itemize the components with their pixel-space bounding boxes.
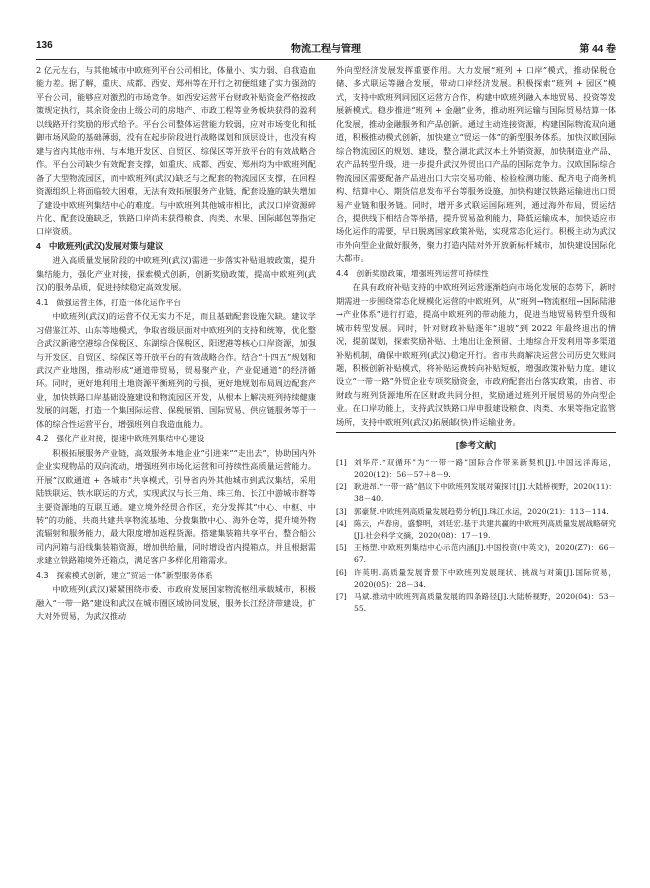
body-paragraph: 在具有政府补贴支持的中欧班列运营逐渐趋向市场化发展的态势下，新时期需进一步围绕常态化规模化运营的中欧班列，从“班列→物流枢纽→国际陆港→产业体系”进行打造，提高中欧班列的带动能力，促进当地贸易转型升级和城市转型发展。同时，针对财政补贴逐年“退坡”到 2022 年最终退出的情况，提前谋划，探索奖励补贴、土地出让金预留、土地综合开发利用等多渠道补贴机制，确保中欧班列(武汉)稳定开行。省市共商解决运营公司历史欠账问题，积极创新补贴模式，将补贴运费转向补贴短板，增强政策补贴力度。建议设立“一带一路”外贸企业专项奖励资金，市政府配套出台落实政策，由省、市财政与班列货源地所在区财政共同分担，奖励通过班列开展贸易的外向型企业。在口岸功能上，支持武汉铁路口岸申报建设粮食、肉类、水果等指定监管场所，支持中欧班列(武汉)拓展邮(快)件运输业务。: [336, 282, 616, 427]
page-number: 136: [36, 40, 53, 51]
reference-item: [4] 陈云，卢春房，盛黎明，刘廷宏.基于共建共赢的中欧班列高质量发展战略研究[J].社会科学文摘，2020(08)：17－19.: [336, 518, 616, 540]
right-column: [336, 64, 616, 615]
body-paragraph: 中欧班列(武汉)紧紧围绕市委、市政府发展国家物流枢纽承载城市，积极融入“一带一路”建设和武汉在城市圈区域协同发展，服务长江经济带建设，扩大对外贸易，为武汉推动: [36, 584, 316, 622]
body-paragraph: 外向型经济发展发挥重要作用。大力发展“班列 + 口岸”模式，推动保税仓储、多式联运等融合发展，带动口岸经济发展。积极探索“班列 + 园区”模式，支持中欧班列同园区运营方合作，构建中欧班列融入本地贸易、投资等发展新模式。稳步推进“班列 + 金融”业务，推动班列运输与国际贸易结算一体化发展，推动金融服务和产品创新。通过主动连接资源，构建国际物流双向通道，积极推动模式创新，加快建立“贸运一体”的新型服务体系。加快汉欧国际综合物流园区的规划、建设，整合湖北武汉本土外销资源，加快制造业产品、农产品转型升级，进一步提升武汉外贸出口产品的国际竞争力。汉欧国际综合物流园区需要配备产品进出口大宗交易功能、检验检测功能、配齐电子商务机构、结算中心、期货信息发布平台等服务设施，加快构建汉铁路运输进出口贸易产业链和服务链。同时，增开多式联运国际班列，通过海外布局，贸运结合，提供线下相结合等举措，提升贸易盈利能力，降低运输成本，加快适应市场化运作的需要，早日脱离国家政策补贴，实现常态化运行。积极主动为武汉市外向型企业做好服务，聚力打造内陆对外开放新标杆城市，加快建设国际化大都市。: [336, 65, 616, 264]
body-paragraph: 积极拓展服务产业链，高效服务本地企业“引进来”“走出去”，协助国内外企业实现物品的双向流动，增强班列市场化运营和可持续性高质量运营能力。开展“汉欧通道 + 各城市”共享模式，引导省内外其他城市到武汉集结，采用陆铁联运、铁水联运的方式，实现武汉与长三角、珠三角、长江中游城市群等主要资源地的互联互通。建立境外经贸合作区，充分发挥其“中心、中枢、中转”的功能，共商共建共享物流基地、分拨集散中心、海外仓等，提升境外物流辐射和服务能力，最大限度增加返程货源。搭建集装箱共享平台，整合船公司内河箱与沿线集装箱资源，增加供给量，同时增设省内提箱点，并且根据需求建立铁路箱境外还箱点，满足客户多样化用箱需求。: [36, 447, 316, 566]
body-paragraph: 中欧班列(武汉)的运营不仅无实力不足，而且基础配套设施欠缺。建议学习借鉴江苏、山东等地模式，争取省级层面对中欧班列的支持和统筹，优化整合武汉新港空港综合保税区、东湖综合保税区、阳逻港等核心口岸资源，加强与开发区、自贸区、综保区等开放平台的有效战略合作。结合“十四五”规划和武汉产业地图，推动形成“通道带贸易，贸易聚产业，产业促通道”的经济循环。同时，更好地利用土地资源平衡班列的亏损，更好地规划布局周边配套产业，加快铁路口岸基础设施建设和物流园区开发，从根本上解决班列持续健康发展的问题，打造一个集国际运营、保税展销、国际贸易、供应链服务等于一体的综合性运营平台，增强班列自我造血能力。: [36, 311, 316, 429]
reference-item: [3] 郭豪贤.中欧班列高质量发展趋势分析[J].珠江水运，2020(21)：113－114.: [336, 506, 609, 516]
reference-item: [7] 马斌.推动中欧班列高质量发展的四条路径[J].大陆桥视野，2020(04)：53－55.: [336, 591, 616, 614]
body-paragraph: 进入高质量发展阶段的中欧班列(武汉)需进一步落实补贴退坡政策，提升集结能力，强化产业对接，探索模式创新，创新奖励政策，提高中欧班列(武汉)的服务品质，促进持续稳定高效发展。: [36, 255, 316, 293]
body-paragraph: 2 亿元左右，与其他城市中欧班列平台公司相比，体量小、实力弱、自我造血能力差。据了解，重庆、成都、西安、郑州等在开行之初便组建了实力强劲的平台公司，能够应对激烈的市场竞争。如西安运营平台财政补贴资金严格按政策规定执行，其余资金由上级公司的房地产、市政工程等业务板块获得的盈利以线路开行奖励的形式给予。平台公司整体运营能力较弱，应对市场变化和抵御市场风险的基础薄弱，没有在起步阶段进行战略谋划和顶层设计，也没有构建与省内其他市州、与本地开发区、自贸区、综保区等开放平台的有效战略合作。平台公司缺少有效配套支撑，如重庆、成都、西安、郑州均为中欧班列配备了大型物流园区，而中欧班列(武汉)缺乏与之配套的物流园区支撑，在回程资源组织上将面临较大困难，无法有效拓展服务产业链，配套设施的缺失增加了建设中欧班列集结中心的难度。与中欧班列其他城市相比，武汉口岸资源碎片化、配套设施缺乏，铁路口岸尚未获得粮食、肉类、水果、国际邮包等指定口岸资质。: [36, 65, 316, 237]
section-heading-4: 4 中欧班列(武汉)发展对策与建议: [36, 240, 164, 251]
reference-list: [336, 457, 616, 616]
left-column: [36, 64, 316, 624]
subsection-heading-4-1: 4.1 做强运营主体，打造一体化运作平台: [36, 297, 182, 307]
reference-item: [1] 刘华芹.“双循环”为“一带一路”国际合作带来新契机[J].中国远洋海运，2020(12)：56－57＋8－9.: [336, 457, 616, 479]
journal-title: 物流工程与管理: [291, 44, 361, 55]
subsection-heading-4-4: 4.4 创新奖励政策，增强班列运营可持续性: [336, 268, 489, 278]
reference-item: [5] 王杨塑.中欧班列集结中心示范内涵[J].中国投资(中英文)，2020(Z7)：66－67.: [336, 543, 616, 565]
reference-item: [6] 许英明.高质量发展背景下中欧班列发展现状、挑战与对策[J].国际贸易，2020(05)：28－34.: [336, 567, 616, 589]
page-header: [36, 40, 616, 56]
volume-label: 第 44 卷: [579, 44, 616, 55]
references-heading: [参考文献]: [336, 432, 616, 452]
reference-item: [2] 耿进昂.“一带一路”倡议下中欧班列发展对策探讨[J].大陆桥视野，2020(11)：38－40.: [336, 482, 616, 504]
subsection-heading-4-3: 4.3 探索模式创新，建立“贸运一体”新型服务体系: [36, 570, 213, 580]
header-rule: [36, 59, 616, 60]
subsection-heading-4-2: 4.2 强化产业对接，提速中欧班列集结中心建设: [36, 434, 205, 444]
